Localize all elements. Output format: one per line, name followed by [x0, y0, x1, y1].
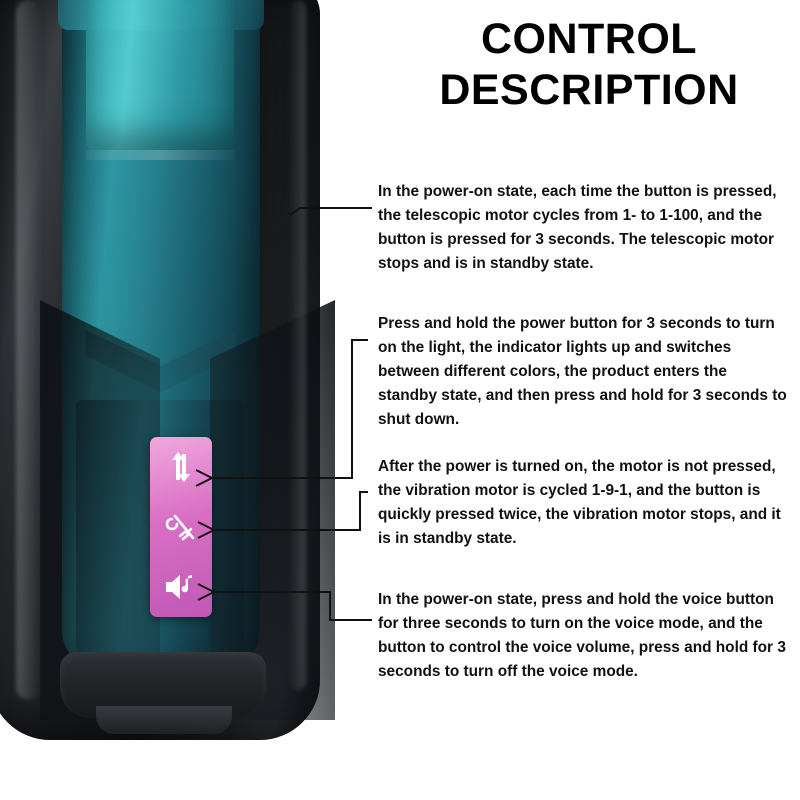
- vibration-button[interactable]: [150, 497, 212, 557]
- voice-button[interactable]: [150, 557, 212, 617]
- page-title-line-1: CONTROL: [480, 15, 698, 63]
- shell-highlight-left: [16, 0, 42, 700]
- power-button-description: Press and hold the power button for 3 seconds to turn on the light, the indicator lights up and switches between different colors, the product enters the standby state, and then press and hold for 3 seconds to shut down.: [378, 315, 787, 428]
- control-pad: [150, 437, 212, 617]
- up-down-arrows-icon: [164, 450, 198, 484]
- sleeve-seam: [86, 150, 234, 160]
- page-title: [390, 14, 788, 115]
- telescopic-motor-description: In the power-on state, each time the button is pressed, the telescopic motor cycles from 1- to 1-100, and the button is pressed for 3 seconds. The telescopic motor stops and is in standby state.: [378, 183, 777, 272]
- voice-mode-description: In the power-on state, press and hold the voice button for three seconds to turn on the voice mode, and the button to control the voice volume, press and hold for 3 seconds to turn off the voice mode.: [378, 591, 786, 680]
- speaker-music-icon: [162, 571, 200, 603]
- device-base-foot: [96, 706, 232, 734]
- sleeve-inner-tube: [86, 0, 234, 150]
- vibration-motor-description: After the power is turned on, the motor is not pressed, the vibration motor is cycled 1-9-1, and the button is quickly pressed twice, the vibration motor stops, and it is in standby state.: [378, 458, 781, 547]
- vibration-wave-icon: [163, 510, 199, 544]
- shell-highlight-right: [288, 0, 306, 690]
- thrust-button[interactable]: [150, 437, 212, 497]
- product-photo: [0, 0, 360, 800]
- page-title-line-2: DESCRIPTION: [439, 65, 739, 114]
